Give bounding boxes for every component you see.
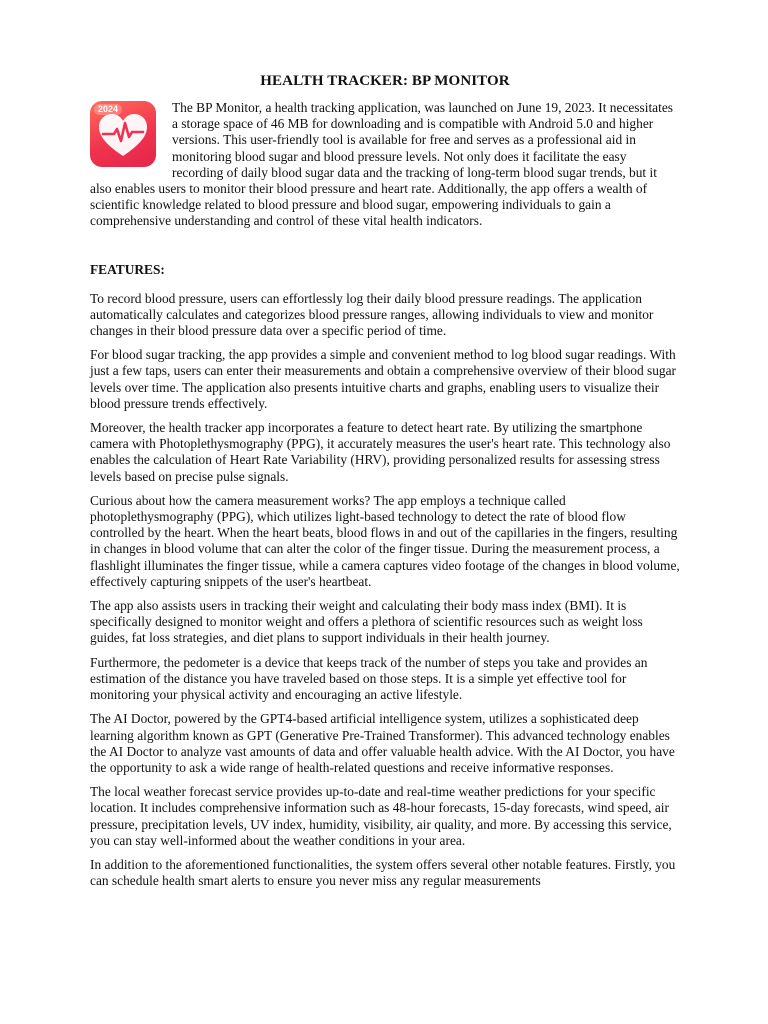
- paragraph-heart-rate: Moreover, the health tracker app incorporates a feature to detect heart rate. By utilizing the smartphone camera with Photoplethysmography (PPG), it accurately measures the user's heart rate. This technology also enables the calculation of Heart Rate Variability (HRV), providing personalized results for assessing stress levels based on precise pulse signals.: [90, 420, 671, 484]
- paragraph-weather: The local weather forecast service provides up-to-date and real-time weather predictions for your specific location. It includes comprehensive information such as 48-hour forecasts, 15-day forecasts, wind speed, air pressure, precipitation levels, UV index, humidity, visibility, air quality, and more. By accessing this service, you can stay well-informed about the weather conditions in your area.: [90, 784, 672, 848]
- paragraph-ai-doctor: The AI Doctor, powered by the GPT4-based artificial intelligence system, utilizes a sophisticated deep learning algorithm known as GPT (Generative Pre-Trained Transformer). This advanced technology enables the AI Doctor to analyze vast amounts of data and offer valuable health advice. With the AI Doctor, you have the opportunity to ask a wide range of health-related questions and receive informative responses.: [90, 711, 675, 775]
- intro-section: [90, 100, 680, 230]
- heart-pulse-icon: [90, 101, 156, 167]
- paragraph-weight-bmi: The app also assists users in tracking their weight and calculating their body mass index (BMI). It is specifically designed to monitor weight and offers a plethora of scientific resources such as weight loss guides, fat loss strategies, and diet plans to support individuals in their health journey.: [90, 598, 643, 646]
- app-icon-badge: 2024: [94, 104, 122, 115]
- document-page: [90, 71, 680, 897]
- features-heading: FEATURES:: [90, 261, 165, 277]
- paragraph-other-features: In addition to the aforementioned functionalities, the system offers several other notable features. Firstly, you can schedule health smart alerts to ensure you never miss any regular measurements: [90, 856, 676, 889]
- paragraph-blood-pressure: To record blood pressure, users can effortlessly log their daily blood pressure readings. The application automatically calculates and categorizes blood pressure ranges, allowing individuals to view and monitor changes in their blood pressure data over a specific period of time.: [90, 290, 654, 339]
- paragraph-camera-measurement: Curious about how the camera measurement works? The app employs a technique called photoplethysmography (PPG), which utilizes light-based technology to detect the rate of blood flow controlled by the heart. When the heart beats, blood flows in and out of the capillaries in the fingers, resulting in changes in blood volume that can alter the color of the finger tissue. During the measurement process, a flashlight illuminates the finger tissue, while a camera captures video footage of the changes in blood volume, effectively capturing snippets of the user's heartbeat.: [90, 492, 680, 589]
- paragraph-blood-sugar: For blood sugar tracking, the app provides a simple and convenient method to log blood sugar readings. With just a few taps, users can enter their measurements and obtain a comprehensive overview of their blood sugar levels over time. The application also presents intuitive charts and graphs, enabling users to visualize their blood pressure trends effectively.: [90, 347, 677, 411]
- paragraph-pedometer: Furthermore, the pedometer is a device that keeps track of the number of steps you take and provides an estimation of the distance you have traveled based on those steps. It is a simple yet effective tool for monitoring your physical activity and encouraging an active lifestyle.: [90, 654, 648, 703]
- intro-text: The BP Monitor, a health tracking application, was launched on June 19, 2023. It necessitates a storage space of 46 MB for downloading and is compatible with Android 5.0 and higher versions. This user-friendly tool is available for free and serves as a professional aid in monitoring blood sugar and blood pressure levels. Not only does it facilitate the easy recording of daily blood sugar data and the tracking of long-term blood sugar trends, but it also enables users to monitor their blood pressure and heart rate. Additionally, the app offers a wealth of scientific knowledge related to blood pressure and blood sugar, empowering individuals to gain a comprehensive understanding and control of these vital health indicators.: [90, 100, 673, 229]
- document-title: HEALTH TRACKER: BP MONITOR: [260, 73, 510, 89]
- heart-icon: [90, 101, 156, 167]
